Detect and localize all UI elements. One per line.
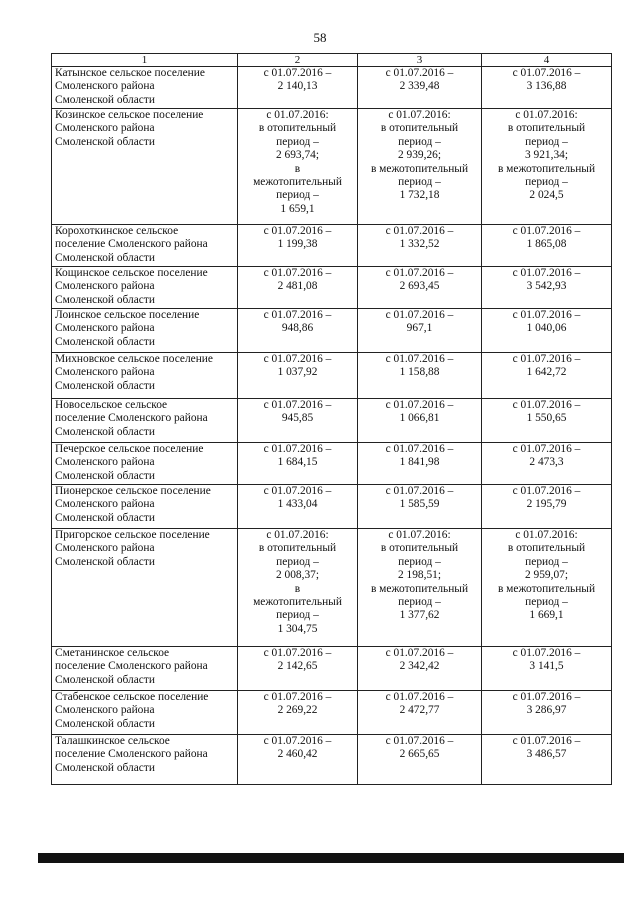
settlement-name-line: Смоленской области <box>55 379 155 392</box>
tariff-line: в межотопительный <box>497 162 596 175</box>
tariff-line: 3 486,57 <box>526 748 567 761</box>
tariff-line: с 01.07.2016 – <box>263 267 332 279</box>
tariff-line: 1 585,59 <box>399 498 440 511</box>
tariff-line: с 01.07.2016 – <box>512 225 581 237</box>
tariff-col2-cell <box>238 309 358 353</box>
tariff-line: 2 472,77 <box>399 704 440 717</box>
tariff-line: с 01.07.2016: <box>515 109 578 121</box>
tariff-col4-cell <box>482 735 612 785</box>
tariff-col2-cell <box>238 691 358 735</box>
tariff-line: в отопительный <box>507 122 586 135</box>
table-body <box>52 67 612 785</box>
tariff-col4-cell <box>482 267 612 309</box>
tariff-line: с 01.07.2016 – <box>512 309 581 321</box>
table-row <box>52 225 612 267</box>
settlement-name-line: Смоленского района <box>55 542 155 555</box>
tariff-line: с 01.07.2016 – <box>263 691 332 703</box>
tariff-line: в межотопительный <box>370 162 469 175</box>
tariff-line: с 01.07.2016 – <box>385 691 454 703</box>
tariff-col2-cell <box>238 529 358 647</box>
settlement-name-cell <box>52 399 238 443</box>
tariff-col3-cell <box>358 647 482 691</box>
table-row <box>52 735 612 785</box>
tariff-line: с 01.07.2016 – <box>385 485 454 497</box>
tariff-line: 3 136,88 <box>526 80 567 93</box>
tariff-line: 2 665,65 <box>399 748 440 761</box>
settlement-name-line: Смоленского района <box>55 322 155 335</box>
tariff-line: 1 377,62 <box>399 609 440 622</box>
tariff-line: период – <box>398 596 441 609</box>
column-header-2: 2 <box>238 54 358 67</box>
tariff-line: 3 141,5 <box>529 660 564 673</box>
tariff-line: с 01.07.2016 – <box>263 353 332 365</box>
tariff-line: период – <box>276 135 319 148</box>
footer-bar <box>38 853 624 863</box>
tariff-line: с 01.07.2016 – <box>263 647 332 659</box>
tariff-line: период – <box>276 189 319 202</box>
tariff-line: 1 040,06 <box>526 322 567 335</box>
tariff-line: период – <box>276 609 319 622</box>
tariff-col3-cell <box>358 529 482 647</box>
table-row <box>52 443 612 485</box>
tariff-col2-cell <box>238 67 358 109</box>
settlement-name-line: Смоленского района <box>55 704 155 717</box>
settlement-name-line: Сметанинское сельское <box>55 647 170 659</box>
tariff-line: с 01.07.2016 – <box>385 309 454 321</box>
table-header-row <box>52 54 612 67</box>
tariff-line: 1 304,75 <box>277 622 318 635</box>
tariff-line: межотопительный <box>253 596 342 609</box>
settlement-name-line: Пионерское сельское поселение <box>55 485 211 497</box>
tariff-line: 1 841,98 <box>399 456 440 469</box>
tariff-line: с 01.07.2016 – <box>385 225 454 237</box>
tariff-line: 2 339,48 <box>399 80 440 93</box>
tariff-line: межотопительный <box>253 176 342 189</box>
settlement-name-line: Смоленской области <box>55 93 155 106</box>
tariff-line: в межотопительный <box>497 582 596 595</box>
settlement-name-line: Талашкинское сельское <box>55 735 170 747</box>
settlement-name-cell <box>52 353 238 399</box>
tariff-col2-cell <box>238 735 358 785</box>
tariff-line: с 01.07.2016 – <box>512 399 581 411</box>
tariff-line: период – <box>398 135 441 148</box>
tariff-line: с 01.07.2016 – <box>385 443 454 455</box>
table-row <box>52 67 612 109</box>
settlement-name-cell <box>52 67 238 109</box>
tariff-line: в отопительный <box>380 122 459 135</box>
settlement-name-line: Смоленского района <box>55 122 155 135</box>
tariff-col3-cell <box>358 443 482 485</box>
tariff-line: 2 473,3 <box>529 456 564 469</box>
column-header-4: 4 <box>482 54 612 67</box>
table-row <box>52 647 612 691</box>
settlement-name-cell <box>52 309 238 353</box>
tariff-line: с 01.07.2016 – <box>385 647 454 659</box>
settlement-name-line: Кощинское сельское поселение <box>55 267 208 279</box>
tariff-col2-cell <box>238 485 358 529</box>
tariff-col2-cell <box>238 225 358 267</box>
tariff-line: 1 037,92 <box>277 366 318 379</box>
tariff-col2-cell <box>238 109 358 225</box>
tariff-line: 2 481,08 <box>277 280 318 293</box>
tariff-line: с 01.07.2016 – <box>385 353 454 365</box>
tariff-line: 1 669,1 <box>529 609 564 622</box>
settlement-name-line: поселение Смоленского района <box>55 748 208 761</box>
tariff-line: с 01.07.2016: <box>388 529 451 541</box>
tariff-line: период – <box>398 176 441 189</box>
tariff-line: период – <box>525 596 568 609</box>
settlement-name-line: Смоленской области <box>55 251 155 264</box>
tariff-line: 2 693,74; <box>275 149 320 162</box>
column-header-1: 1 <box>52 54 238 67</box>
tariff-line: период – <box>525 555 568 568</box>
tariff-line: с 01.07.2016 – <box>512 443 581 455</box>
settlement-name-cell <box>52 529 238 647</box>
settlement-name-cell <box>52 443 238 485</box>
settlement-name-cell <box>52 225 238 267</box>
tariff-line: в <box>294 162 301 175</box>
tariff-col2-cell <box>238 647 358 691</box>
settlement-name-line: Козинское сельское поселение <box>55 109 204 121</box>
tariff-line: с 01.07.2016 – <box>512 735 581 747</box>
tariff-line: 2 693,45 <box>399 280 440 293</box>
settlement-name-cell <box>52 109 238 225</box>
tariff-col3-cell <box>358 67 482 109</box>
table-row <box>52 691 612 735</box>
tariff-col4-cell <box>482 399 612 443</box>
settlement-name-line: Смоленской области <box>55 761 155 774</box>
table-row <box>52 485 612 529</box>
settlement-name-line: Смоленской области <box>55 335 155 348</box>
tariff-line: в отопительный <box>258 542 337 555</box>
tariff-line: с 01.07.2016 – <box>263 485 332 497</box>
tariff-col2-cell <box>238 353 358 399</box>
tariff-col4-cell <box>482 691 612 735</box>
table-row <box>52 529 612 647</box>
tariff-col4-cell <box>482 443 612 485</box>
tariff-line: период – <box>525 135 568 148</box>
tariff-line: 1 642,72 <box>526 366 567 379</box>
settlement-name-line: поселение Смоленского района <box>55 660 208 673</box>
settlement-name-line: Смоленского района <box>55 456 155 469</box>
tariff-line: 2 460,42 <box>277 748 318 761</box>
settlement-name-line: Смоленского района <box>55 366 155 379</box>
page-number: 58 <box>313 30 327 45</box>
settlement-name-cell <box>52 735 238 785</box>
settlement-name-cell <box>52 691 238 735</box>
tariff-line: 2 198,51; <box>397 569 442 582</box>
settlement-name-line: Смоленской области <box>55 425 155 438</box>
tariff-line: в отопительный <box>507 542 586 555</box>
tariff-table <box>51 53 612 785</box>
tariff-line: 2 195,79 <box>526 498 567 511</box>
tariff-line: с 01.07.2016 – <box>512 647 581 659</box>
tariff-line: 1 199,38 <box>277 238 318 251</box>
tariff-col4-cell <box>482 67 612 109</box>
tariff-line: 3 921,34; <box>524 149 569 162</box>
tariff-line: 967,1 <box>406 322 433 335</box>
tariff-line: 2 024,5 <box>529 189 564 202</box>
tariff-col4-cell <box>482 529 612 647</box>
tariff-line: 1 066,81 <box>399 412 440 425</box>
tariff-col3-cell <box>358 691 482 735</box>
tariff-col2-cell <box>238 443 358 485</box>
table-row <box>52 267 612 309</box>
tariff-col4-cell <box>482 647 612 691</box>
tariff-col4-cell <box>482 109 612 225</box>
tariff-line: 2 939,26; <box>397 149 442 162</box>
settlement-name-line: Катынское сельское поселение <box>55 67 205 79</box>
tariff-col3-cell <box>358 485 482 529</box>
tariff-line: период – <box>398 555 441 568</box>
settlement-name-line: Смоленской области <box>55 511 155 524</box>
tariff-line: 1 332,52 <box>399 238 440 251</box>
tariff-line: 1 158,88 <box>399 366 440 379</box>
tariff-line: 1 684,15 <box>277 456 318 469</box>
tariff-line: с 01.07.2016 – <box>512 353 581 365</box>
tariff-line: с 01.07.2016 – <box>512 691 581 703</box>
tariff-line: 3 286,97 <box>526 704 567 717</box>
tariff-line: с 01.07.2016: <box>266 109 329 121</box>
tariff-col3-cell <box>358 309 482 353</box>
tariff-line: с 01.07.2016 – <box>263 225 332 237</box>
table-row <box>52 353 612 399</box>
tariff-col4-cell <box>482 309 612 353</box>
settlement-name-line: Смоленской области <box>55 293 155 306</box>
tariff-line: в межотопительный <box>370 582 469 595</box>
tariff-line: период – <box>525 176 568 189</box>
settlement-name-line: Михновское сельское поселение <box>55 353 213 365</box>
settlement-name-line: Лоинское сельское поселение <box>55 309 200 321</box>
tariff-line: в отопительный <box>380 542 459 555</box>
settlement-name-cell <box>52 267 238 309</box>
settlement-name-line: Смоленской области <box>55 673 155 686</box>
settlement-name-line: Смоленской области <box>55 555 155 568</box>
tariff-line: 2 269,22 <box>277 704 318 717</box>
tariff-line: с 01.07.2016: <box>266 529 329 541</box>
settlement-name-line: Смоленской области <box>55 135 155 148</box>
tariff-line: с 01.07.2016 – <box>512 485 581 497</box>
tariff-line: 2 140,13 <box>277 80 318 93</box>
tariff-line: с 01.07.2016: <box>388 109 451 121</box>
tariff-line: 1 865,08 <box>526 238 567 251</box>
tariff-line: в отопительный <box>258 122 337 135</box>
tariff-line: 948,86 <box>281 322 314 335</box>
tariff-line: 3 542,93 <box>526 280 567 293</box>
tariff-line: с 01.07.2016: <box>515 529 578 541</box>
settlement-name-line: Смоленского района <box>55 280 155 293</box>
tariff-line: 1 433,04 <box>277 498 318 511</box>
settlement-name-line: поселение Смоленского района <box>55 238 208 251</box>
settlement-name-line: Печерское сельское поселение <box>55 443 204 455</box>
tariff-line: с 01.07.2016 – <box>263 67 332 79</box>
table-row <box>52 399 612 443</box>
tariff-line: с 01.07.2016 – <box>263 309 332 321</box>
tariff-col4-cell <box>482 225 612 267</box>
tariff-line: с 01.07.2016 – <box>385 267 454 279</box>
settlement-name-line: Корохоткинское сельское <box>55 225 179 237</box>
tariff-line: с 01.07.2016 – <box>263 399 332 411</box>
tariff-col3-cell <box>358 399 482 443</box>
settlement-name-line: Смоленского района <box>55 498 155 511</box>
tariff-col4-cell <box>482 485 612 529</box>
settlement-name-line: Смоленского района <box>55 80 155 93</box>
tariff-line: 2 008,37; <box>275 569 320 582</box>
table-row <box>52 109 612 225</box>
column-header-3: 3 <box>358 54 482 67</box>
tariff-line: с 01.07.2016 – <box>512 267 581 279</box>
settlement-name-line: поселение Смоленского района <box>55 412 208 425</box>
settlement-name-line: Новосельское сельское <box>55 399 168 411</box>
tariff-col3-cell <box>358 267 482 309</box>
tariff-line: с 01.07.2016 – <box>385 399 454 411</box>
settlement-name-line: Смоленской области <box>55 469 155 482</box>
tariff-line: с 01.07.2016 – <box>512 67 581 79</box>
tariff-col3-cell <box>358 735 482 785</box>
tariff-col3-cell <box>358 353 482 399</box>
table-row <box>52 309 612 353</box>
tariff-line: 2 342,42 <box>399 660 440 673</box>
tariff-line: с 01.07.2016 – <box>385 735 454 747</box>
settlement-name-line: Смоленской области <box>55 717 155 730</box>
settlement-name-cell <box>52 485 238 529</box>
tariff-line: с 01.07.2016 – <box>385 67 454 79</box>
tariff-line: 2 142,65 <box>277 660 318 673</box>
tariff-line: 1 732,18 <box>399 189 440 202</box>
tariff-col3-cell <box>358 225 482 267</box>
tariff-col2-cell <box>238 267 358 309</box>
settlement-name-cell <box>52 647 238 691</box>
tariff-col2-cell <box>238 399 358 443</box>
settlement-name-line: Пригорское сельское поселение <box>55 529 210 541</box>
tariff-line: 2 959,07; <box>524 569 569 582</box>
tariff-line: 945,85 <box>281 412 314 425</box>
tariff-line: с 01.07.2016 – <box>263 735 332 747</box>
tariff-line: с 01.07.2016 – <box>263 443 332 455</box>
tariff-col3-cell <box>358 109 482 225</box>
tariff-col4-cell <box>482 353 612 399</box>
tariff-line: 1 550,65 <box>526 412 567 425</box>
tariff-line: период – <box>276 555 319 568</box>
settlement-name-line: Стабенское сельское поселение <box>55 691 209 703</box>
tariff-line: в <box>294 582 301 595</box>
tariff-line: 1 659,1 <box>280 202 315 215</box>
